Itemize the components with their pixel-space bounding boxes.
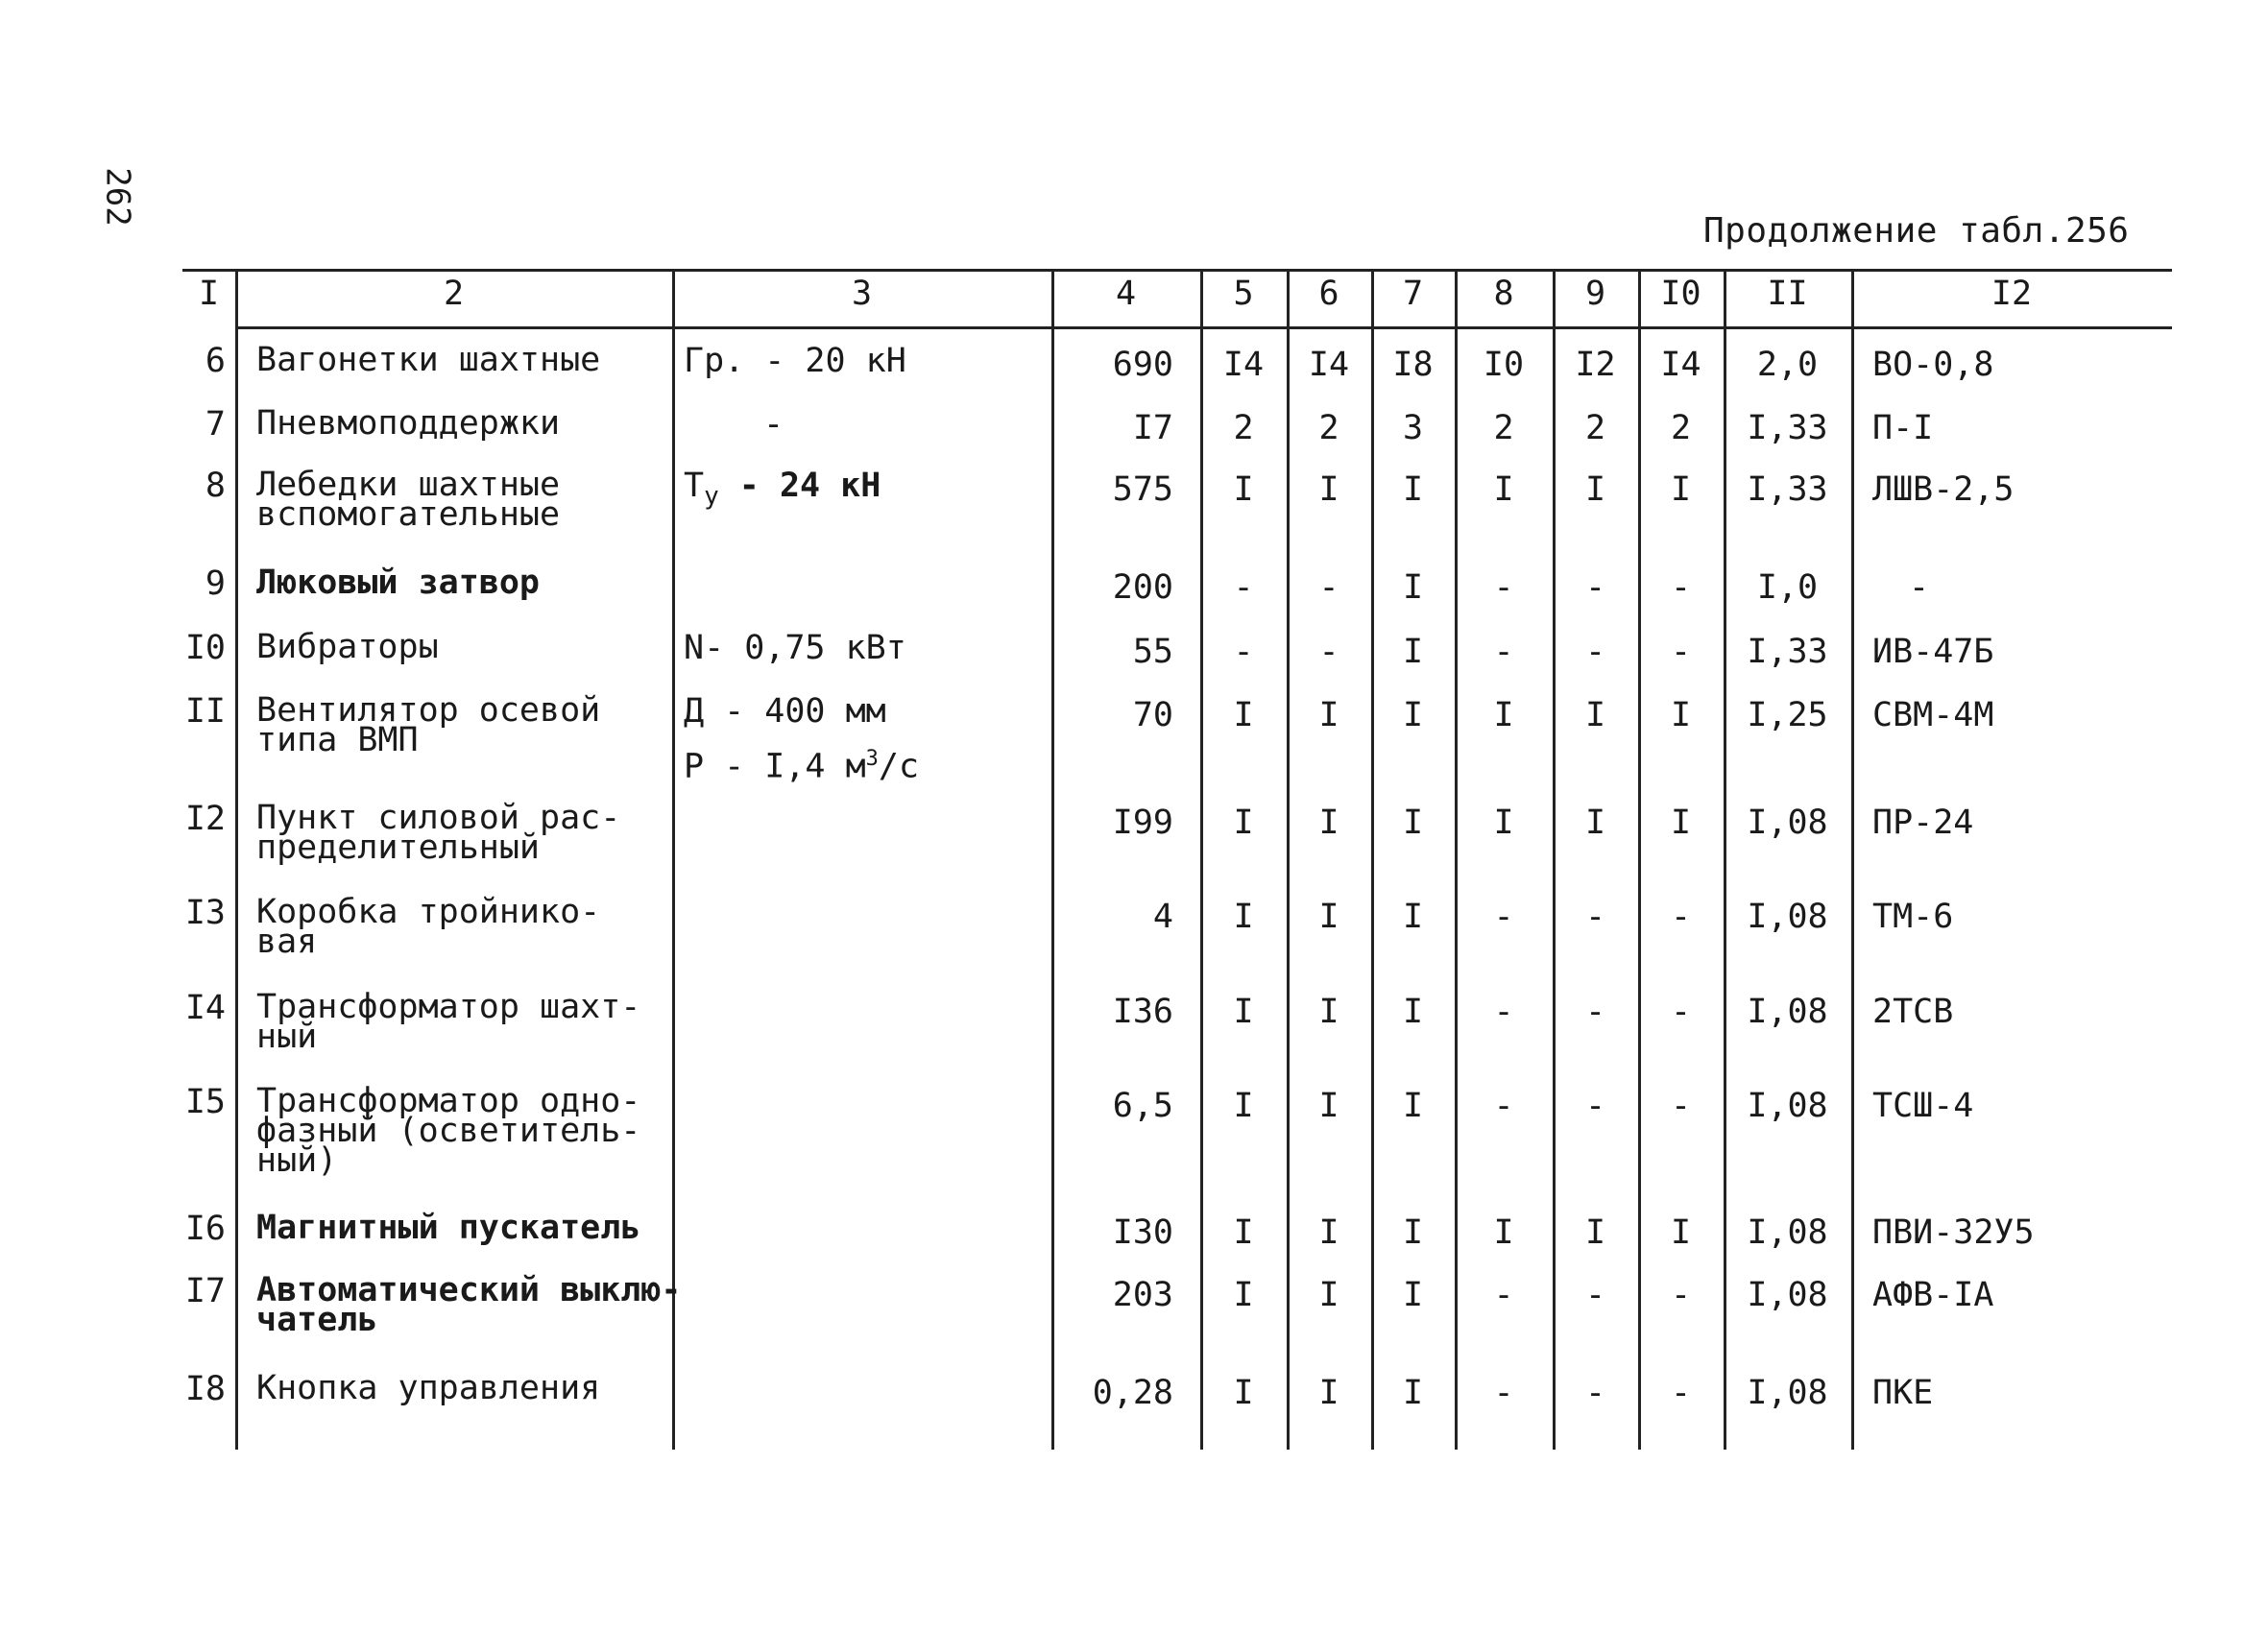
column-divider — [1051, 269, 1054, 1450]
value-cell: I,08 — [1747, 1213, 1828, 1252]
column-header: 4 — [1115, 275, 1137, 313]
value-cell: - — [1584, 1087, 1606, 1125]
item-name-line: вспомогательные — [256, 495, 561, 534]
value-cell: I — [1402, 568, 1424, 607]
column-divider — [1553, 269, 1556, 1450]
value-cell: I — [1493, 1213, 1514, 1252]
row-number: I5 — [184, 1083, 226, 1121]
value-cell: I — [1493, 470, 1514, 509]
quantity-cell: 6,5 — [1112, 1087, 1173, 1125]
value-cell: I,08 — [1747, 1374, 1828, 1412]
model-cell: ТСШ-4 — [1872, 1087, 1974, 1125]
value-cell: - — [1584, 633, 1606, 671]
item-name-line: пределительный — [256, 828, 541, 867]
value-cell: - — [1233, 633, 1254, 671]
value-cell: - — [1584, 1276, 1606, 1314]
value-cell: - — [1233, 568, 1254, 607]
item-name — [256, 564, 541, 602]
param-unit: /с — [878, 747, 920, 786]
item-name-line: Кнопка управления — [256, 1369, 601, 1407]
column-header: I2 — [1991, 275, 2033, 313]
quantity-cell: I7 — [1132, 409, 1173, 447]
column-divider — [1200, 269, 1203, 1450]
value-cell: I — [1233, 804, 1254, 842]
table-caption: Продолжение табл.256 — [1703, 211, 2130, 251]
value-cell: I,08 — [1747, 1276, 1828, 1314]
model-cell: - — [1909, 568, 1930, 607]
value-cell: I,0 — [1756, 568, 1819, 607]
row-number: I7 — [184, 1272, 226, 1310]
item-name-line: Трансформатор шахт- — [256, 988, 641, 1026]
value-cell: I0 — [1483, 346, 1525, 384]
row-number: II — [184, 692, 226, 731]
row-number: 9 — [205, 564, 226, 603]
item-name-line: Коробка тройнико- — [256, 893, 601, 931]
value-cell: - — [1584, 898, 1606, 936]
value-cell: I — [1233, 1276, 1254, 1314]
value-cell: I — [1402, 633, 1424, 671]
item-parameter: Гр. - 20 кН — [684, 342, 906, 380]
value-cell: - — [1670, 1374, 1692, 1412]
item-name — [256, 628, 439, 666]
item-name-line: Вентилятор осевой — [256, 691, 601, 730]
value-cell: I — [1670, 696, 1692, 734]
value-cell: I4 — [1308, 346, 1350, 384]
item-name-line: ный — [256, 1018, 318, 1056]
item-name — [256, 691, 601, 759]
param-symbol: Т — [684, 467, 705, 505]
column-header: 3 — [851, 275, 873, 313]
value-cell: I — [1402, 804, 1424, 842]
item-name — [256, 988, 641, 1056]
item-name-line: фазный (осветитель- — [256, 1112, 641, 1150]
column-divider — [1724, 269, 1726, 1450]
value-cell: - — [1493, 1276, 1514, 1314]
item-parameter: N- 0,75 кВт — [684, 629, 906, 667]
value-cell: - — [1670, 993, 1692, 1031]
value-cell: - — [1493, 993, 1514, 1031]
row-number: I3 — [184, 894, 226, 932]
quantity-cell: I99 — [1112, 804, 1173, 842]
value-cell: I — [1584, 804, 1606, 842]
value-cell: I,25 — [1747, 696, 1828, 734]
value-cell: - — [1493, 1374, 1514, 1412]
column-header: 6 — [1318, 275, 1339, 313]
value-cell: I,08 — [1747, 804, 1828, 842]
row-number: I8 — [184, 1370, 226, 1408]
value-cell: - — [1493, 568, 1514, 607]
model-cell: ПКЕ — [1872, 1374, 1934, 1412]
value-cell: I — [1233, 1213, 1254, 1252]
model-cell: ИВ-47Б — [1872, 633, 1994, 671]
column-header: I — [198, 275, 220, 313]
value-cell: I — [1233, 696, 1254, 734]
column-divider — [1455, 269, 1458, 1450]
item-name — [256, 1369, 601, 1407]
value-cell: 2 — [1493, 409, 1514, 447]
param-line — [684, 744, 920, 786]
column-divider — [1287, 269, 1290, 1450]
value-cell: 2,0 — [1756, 346, 1819, 384]
value-cell: I8 — [1392, 346, 1434, 384]
value-cell: I — [1318, 993, 1339, 1031]
value-cell: I — [1584, 1213, 1606, 1252]
value-cell: I — [1318, 1276, 1339, 1314]
row-number: 7 — [205, 405, 226, 444]
value-cell: I — [1493, 804, 1514, 842]
value-cell: - — [1493, 1087, 1514, 1125]
value-cell: I — [1402, 696, 1424, 734]
item-name — [256, 1082, 641, 1180]
value-cell: I — [1233, 470, 1254, 509]
row-number: 6 — [205, 342, 226, 380]
value-cell: I — [1233, 993, 1254, 1031]
item-name-line: Лебедки шахтные — [256, 466, 561, 504]
row-number: I6 — [184, 1210, 226, 1248]
param-subscript: у — [704, 482, 719, 511]
item-name-line: Трансформатор одно- — [256, 1082, 641, 1120]
model-cell: ЛШВ-2,5 — [1872, 470, 2015, 509]
quantity-cell: 0,28 — [1092, 1374, 1173, 1412]
row-number: I0 — [184, 629, 226, 667]
quantity-cell: 70 — [1132, 696, 1173, 734]
value-cell: I,33 — [1747, 470, 1828, 509]
value-cell: I4 — [1222, 346, 1265, 384]
value-cell: I — [1402, 1276, 1424, 1314]
item-name-line: чатель — [256, 1301, 378, 1339]
column-header: 8 — [1493, 275, 1514, 313]
row-number: I2 — [184, 800, 226, 838]
value-cell: I — [1402, 470, 1424, 509]
item-name — [256, 466, 561, 534]
value-cell: I,33 — [1747, 633, 1828, 671]
item-name — [256, 799, 621, 867]
value-cell: I2 — [1575, 346, 1616, 384]
item-name-line: Автоматический выклю- — [256, 1271, 682, 1309]
item-parameter — [684, 692, 920, 786]
column-divider — [1851, 269, 1854, 1450]
value-cell: I — [1584, 470, 1606, 509]
value-cell: I — [1402, 993, 1424, 1031]
item-name — [256, 1271, 682, 1339]
value-cell: - — [1584, 568, 1606, 607]
item-name-line: Магнитный пускатель — [256, 1209, 641, 1247]
value-cell: 2 — [1318, 409, 1339, 447]
value-cell: - — [1493, 633, 1514, 671]
value-cell: I — [1318, 804, 1339, 842]
quantity-cell: 55 — [1132, 633, 1173, 671]
model-cell: П-I — [1872, 409, 1934, 447]
value-cell: I,08 — [1747, 898, 1828, 936]
value-cell: I — [1318, 1213, 1339, 1252]
column-divider — [235, 269, 238, 1450]
table-top-rule — [182, 269, 2172, 272]
param-text: Р - I,4 м — [684, 747, 866, 786]
item-name-line: Вагонетки шахтные — [256, 341, 601, 379]
item-name-line: Вибраторы — [256, 628, 439, 666]
item-name-line: вая — [256, 923, 318, 961]
value-cell: I — [1402, 1213, 1424, 1252]
model-cell: ПВИ-32У5 — [1872, 1213, 2035, 1252]
value-cell: I,08 — [1747, 993, 1828, 1031]
value-cell: I — [1318, 470, 1339, 509]
quantity-cell: I36 — [1112, 993, 1173, 1031]
quantity-cell: I30 — [1112, 1213, 1173, 1252]
value-cell: I — [1402, 1374, 1424, 1412]
item-name — [256, 893, 601, 961]
column-header: II — [1767, 275, 1808, 313]
item-name-line: Люковый затвор — [256, 564, 541, 602]
value-cell: - — [1670, 898, 1692, 936]
row-number: 8 — [205, 467, 226, 505]
value-cell: I — [1402, 898, 1424, 936]
value-cell: 2 — [1233, 409, 1254, 447]
column-header: 2 — [443, 275, 465, 313]
value-cell: - — [1670, 633, 1692, 671]
column-header: 9 — [1584, 275, 1606, 313]
value-cell: I — [1584, 696, 1606, 734]
column-header: 5 — [1233, 275, 1254, 313]
column-divider — [1638, 269, 1641, 1450]
value-cell: I — [1493, 696, 1514, 734]
value-cell: I — [1402, 1087, 1424, 1125]
quantity-cell: 575 — [1112, 470, 1173, 509]
quantity-cell: 200 — [1112, 568, 1173, 607]
item-name — [256, 1209, 641, 1247]
column-divider — [1371, 269, 1374, 1450]
value-cell: I — [1233, 898, 1254, 936]
quantity-cell: 4 — [1152, 898, 1173, 936]
header-bottom-rule — [235, 326, 2172, 329]
quantity-cell: 690 — [1112, 346, 1173, 384]
model-cell: ТМ-6 — [1872, 898, 1954, 936]
page-number: 262 — [98, 167, 137, 227]
value-cell: - — [1318, 568, 1339, 607]
param-superscript: 3 — [865, 747, 879, 771]
param-value: - 24 кН — [718, 467, 881, 505]
value-cell: I — [1318, 1087, 1339, 1125]
item-parameter: - — [763, 405, 784, 444]
value-cell: I,08 — [1747, 1087, 1828, 1125]
item-name-line: типа ВМП — [256, 721, 419, 759]
item-name-line: ный) — [256, 1141, 338, 1180]
value-cell: 2 — [1670, 409, 1692, 447]
item-name-line: Пневмоподдержки — [256, 404, 561, 443]
item-name — [256, 341, 601, 379]
value-cell: 2 — [1584, 409, 1606, 447]
value-cell: I — [1318, 696, 1339, 734]
value-cell: - — [1670, 1276, 1692, 1314]
column-header: I0 — [1660, 275, 1701, 313]
model-cell: 2ТСВ — [1872, 993, 1954, 1031]
item-name — [256, 404, 561, 443]
row-number: I4 — [184, 989, 226, 1027]
value-cell: - — [1670, 1087, 1692, 1125]
value-cell: I — [1318, 1374, 1339, 1412]
value-cell: I — [1233, 1374, 1254, 1412]
value-cell: I — [1318, 898, 1339, 936]
value-cell: I — [1233, 1087, 1254, 1125]
param-line: Д - 400 мм — [684, 692, 886, 731]
model-cell: ПР-24 — [1872, 804, 1974, 842]
model-cell: СВМ-4М — [1872, 696, 1994, 734]
item-name-line: Пункт силовой рас- — [256, 799, 621, 837]
value-cell: 3 — [1402, 409, 1424, 447]
column-header: 7 — [1402, 275, 1424, 313]
value-cell: - — [1584, 1374, 1606, 1412]
value-cell: I4 — [1660, 346, 1701, 384]
model-cell: АФВ-IА — [1872, 1276, 1994, 1314]
value-cell: - — [1493, 898, 1514, 936]
value-cell: I — [1670, 470, 1692, 509]
value-cell: - — [1584, 993, 1606, 1031]
value-cell: I — [1670, 804, 1692, 842]
item-parameter — [684, 467, 881, 512]
model-cell: ВО-0,8 — [1872, 346, 1994, 384]
quantity-cell: 203 — [1112, 1276, 1173, 1314]
value-cell: - — [1670, 568, 1692, 607]
value-cell: I — [1670, 1213, 1692, 1252]
value-cell: - — [1318, 633, 1339, 671]
value-cell: I,33 — [1747, 409, 1828, 447]
